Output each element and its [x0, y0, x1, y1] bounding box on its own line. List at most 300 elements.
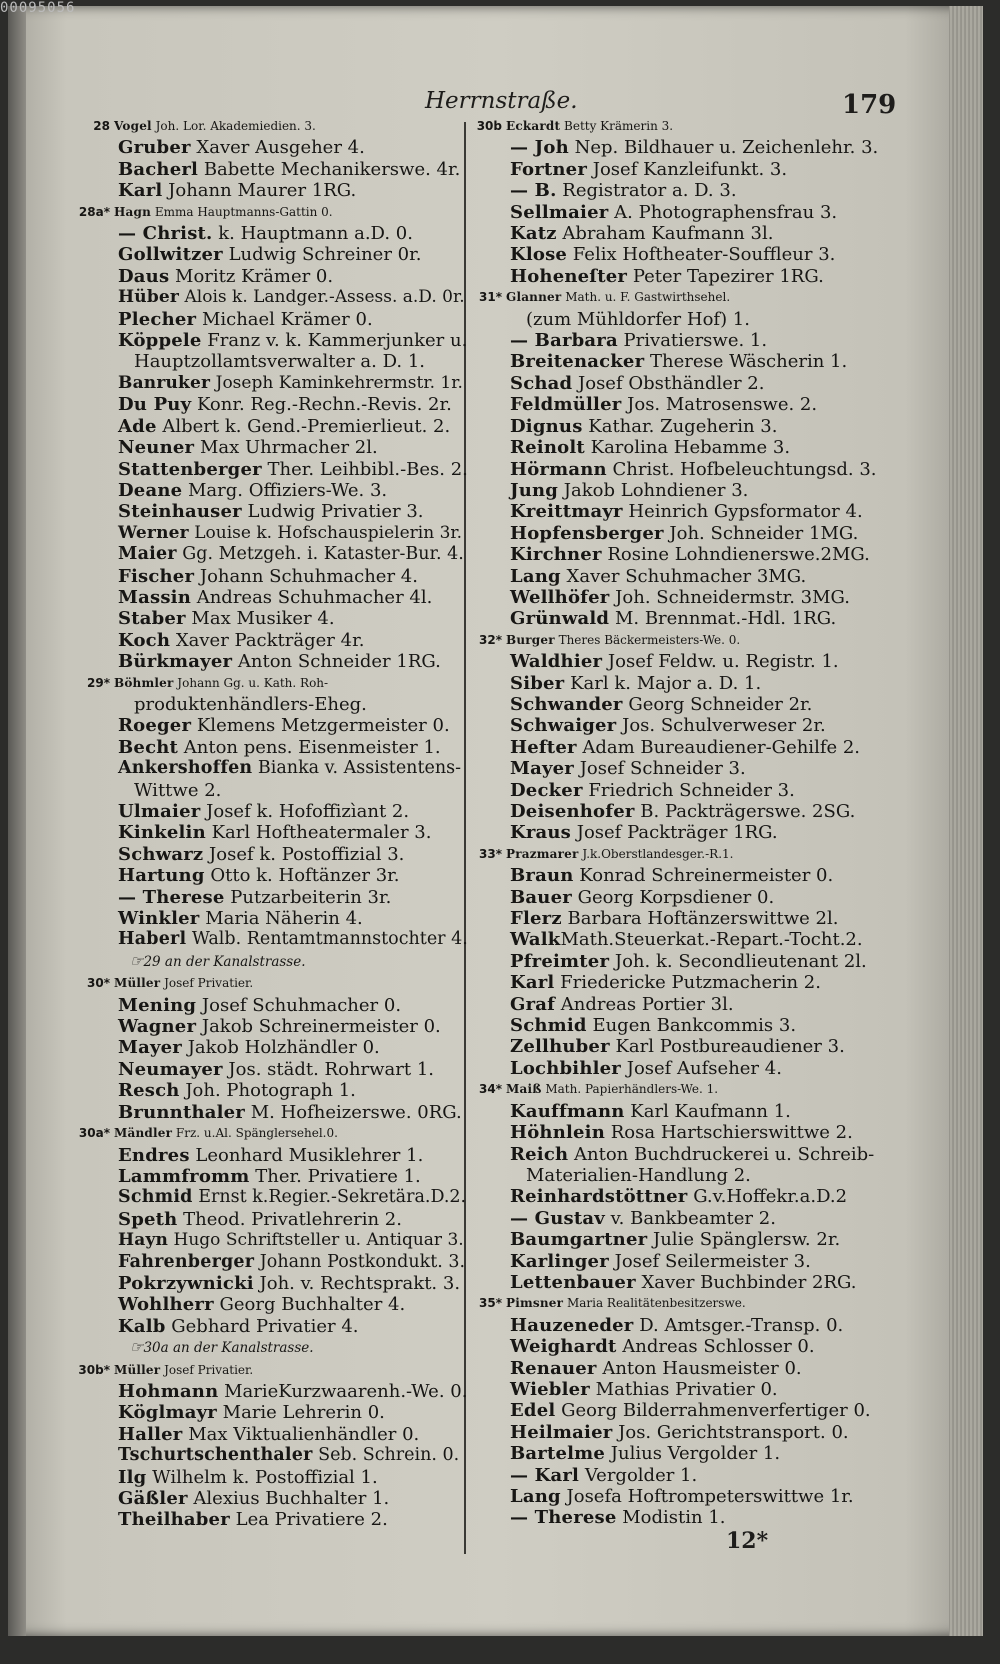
resident-details: Joh. v. Rechtsprakt. 3.	[253, 1272, 461, 1294]
resident-details: Louise k. Hofschauspielerin 3r.	[188, 522, 463, 543]
resident-surname: Höhnlein	[510, 1122, 606, 1144]
directory-entry	[470, 1486, 880, 1507]
resident-surname: Lettenbauer	[510, 1271, 636, 1293]
directory-entry	[470, 1058, 880, 1079]
resident-details: Bianka v. Assistentens-	[252, 758, 461, 779]
directory-entry	[78, 501, 468, 522]
resident-details: Privatierswe. 1.	[617, 330, 768, 352]
resident-surname: — Joh	[510, 137, 569, 159]
pointing-hand-icon: ☞	[130, 951, 144, 970]
directory-entry	[470, 1208, 880, 1229]
resident-details: Betty Krämerin 3.	[560, 119, 674, 133]
resident-surname: Renauer	[510, 1357, 597, 1379]
resident-details: Joh. Lor. Akademiedien. 3.	[151, 119, 316, 133]
resident-surname: Lang	[510, 565, 561, 587]
resident-surname: Eckardt	[506, 119, 561, 133]
directory-entry	[78, 715, 468, 736]
resident-details: Karl Postbureaudiener 3.	[609, 1036, 845, 1058]
sheet-signature: 12*	[726, 1528, 769, 1554]
resident-surname: Fischer	[118, 565, 195, 587]
right-column	[470, 116, 880, 1529]
resident-surname: Köglmayr	[118, 1402, 217, 1424]
resident-details: Theod. Privatlehrerin 2.	[177, 1208, 402, 1230]
directory-entry	[70, 202, 468, 223]
directory-entry	[78, 1467, 468, 1488]
resident-details: Felix Hoftheater-Souffleur 3.	[567, 244, 836, 266]
resident-details: Josef Privatier.	[160, 976, 254, 991]
resident-details: Babette Mechanikerswe. 4r.	[198, 158, 461, 180]
resident-surname: Vogel	[114, 119, 152, 133]
resident-surname: Schmid	[510, 1015, 587, 1037]
resident-surname: Breitenacker	[510, 351, 645, 373]
directory-entry	[78, 1209, 468, 1230]
directory-entry	[470, 715, 880, 736]
directory-entry	[470, 1443, 880, 1464]
resident-surname: Staber	[118, 608, 186, 630]
resident-details: Gg. Metzgeh. i. Kataster-Bur. 4.	[176, 544, 464, 565]
resident-details: Max Viktualienhändler 0.	[182, 1423, 420, 1445]
resident-surname: Hefter	[510, 736, 577, 758]
house-number: 28	[93, 119, 110, 133]
directory-entry	[470, 929, 880, 950]
directory-entry	[70, 1123, 468, 1144]
resident-surname: Roeger	[118, 715, 192, 737]
resident-surname: Hüber	[118, 287, 180, 308]
directory-entry	[470, 523, 880, 544]
resident-surname: Lochbihler	[510, 1057, 621, 1079]
directory-entry	[470, 908, 880, 929]
directory-entry	[78, 1166, 468, 1187]
resident-surname: Deisenhofer	[510, 801, 635, 822]
directory-entry	[78, 737, 468, 758]
directory-entry	[78, 587, 468, 608]
resident-surname: — Karl	[510, 1464, 580, 1486]
resident-surname: Klose	[510, 244, 568, 266]
resident-details: D. Amtsger.-Transp. 0.	[633, 1314, 844, 1336]
house-number: 33*	[479, 846, 502, 861]
resident-details: Konr. Reg.-Rechn.-Revis. 2r.	[191, 394, 452, 416]
resident-details: Heinrich Gypsformator 4.	[622, 501, 863, 523]
resident-details: Jakob Schreinermeister 0.	[196, 1016, 441, 1038]
directory-entry	[470, 822, 880, 843]
resident-details: Josef k. Postoffizial 3.	[203, 843, 405, 865]
note-text: 30a an der Kanalstrasse.	[143, 1340, 314, 1357]
directory-entry	[70, 1360, 468, 1381]
directory-entry	[470, 202, 880, 223]
directory-entry	[470, 180, 880, 201]
resident-surname: Dignus	[510, 415, 583, 437]
directory-entry	[78, 865, 468, 886]
cross-reference-note	[78, 1337, 468, 1359]
resident-details: Josef k. Hofoffizìant 2.	[200, 801, 410, 822]
resident-surname: Schwaiger	[510, 715, 617, 737]
resident-details: Anton Schneider 1RG.	[232, 651, 441, 673]
resident-details: Gebhard Privatier 4.	[165, 1315, 359, 1337]
resident-surname: Tschurtschenthaler	[118, 1445, 313, 1466]
directory-entry	[78, 1445, 468, 1466]
resident-details: Otto k. Hoftänzer 3r.	[204, 865, 400, 887]
resident-surname: Karlinger	[510, 1250, 609, 1272]
resident-details: Ther. Privatiere 1.	[249, 1165, 421, 1187]
pointing-hand-icon: ☞	[130, 1338, 144, 1357]
directory-entry	[78, 309, 468, 330]
resident-surname: — Christ.	[118, 223, 213, 245]
resident-details: Johann Gg. u. Kath. Roh-	[173, 675, 329, 690]
directory-entry	[470, 1186, 880, 1207]
resident-surname: Braun	[510, 865, 574, 887]
directory-entry	[470, 1229, 880, 1250]
resident-surname: Haller	[118, 1423, 183, 1445]
resident-surname: Zellhuber	[510, 1036, 610, 1058]
directory-entry	[470, 437, 880, 458]
resident-surname: Daus	[118, 265, 170, 287]
resident-surname: Schwarz	[118, 843, 204, 865]
resident-surname: Wohlherr	[118, 1294, 214, 1316]
directory-entry	[78, 523, 468, 544]
resident-details: Vergolder 1.	[579, 1464, 698, 1486]
resident-details: Joh. k. Secondlieutenant 2l.	[609, 950, 867, 972]
directory-entry	[470, 159, 880, 180]
resident-details: Jos. städt. Rohrwart 1.	[222, 1058, 435, 1080]
house-number: 28a*	[78, 204, 110, 219]
resident-details: Marg. Offiziers-We. 3.	[182, 479, 388, 501]
directory-entry	[78, 1016, 468, 1037]
resident-surname: Reinhardstöttner	[510, 1186, 688, 1208]
resident-details: Jakob Holzhändler 0.	[181, 1037, 380, 1059]
directory-entry	[470, 1465, 880, 1486]
directory-entry	[470, 608, 880, 629]
resident-details: Jos. Gerichtstransport. 0.	[612, 1421, 849, 1443]
house-number: 32*	[479, 632, 502, 647]
directory-entry	[78, 1509, 468, 1530]
directory-entry	[470, 480, 880, 501]
resident-surname: Ankershoffen	[118, 758, 253, 779]
resident-surname: Mayer	[118, 1037, 182, 1059]
resident-surname: Maier	[118, 544, 177, 565]
resident-details: Ludwig Schreiner 0r.	[222, 244, 422, 266]
directory-entry	[462, 1079, 880, 1100]
directory-entry	[78, 416, 468, 437]
resident-details: Anton Buchdruckerei u. Schreib-	[568, 1143, 875, 1165]
directory-entry	[78, 822, 468, 843]
resident-details: Marie Lehrerin 0.	[216, 1402, 385, 1424]
resident-details: Alexius Buchhalter 1.	[187, 1488, 390, 1509]
directory-entry	[462, 287, 880, 308]
directory-entry	[470, 1101, 880, 1122]
directory-entry	[78, 608, 468, 629]
resident-surname: Katz	[510, 223, 557, 245]
directory-entry	[78, 630, 468, 651]
resident-surname: Stattenberger	[118, 458, 262, 480]
directory-entry	[78, 1424, 468, 1445]
resident-details: Karl Kaufmann 1.	[624, 1100, 791, 1122]
directory-entry	[78, 287, 468, 308]
resident-surname: Banruker	[118, 372, 211, 393]
resident-details: Karl Hoftheatermaler 3.	[205, 822, 432, 844]
directory-entry	[78, 459, 468, 480]
resident-details: Max Musiker 4.	[185, 608, 335, 630]
directory-entry	[78, 544, 468, 565]
resident-surname: Fahrenberger	[118, 1251, 255, 1272]
resident-surname: Hartung	[118, 865, 205, 887]
resident-surname: Graf	[510, 993, 556, 1015]
directory-entry	[470, 351, 880, 372]
resident-surname: Schmid	[118, 1187, 193, 1208]
resident-details: M. Brennmat.-Hdl. 1RG.	[609, 608, 837, 630]
entry-continuation: (zum Mühldorfer Hof) 1.	[526, 308, 750, 330]
directory-entry	[78, 1230, 468, 1251]
note-text: 29 an der Kanalstrasse.	[143, 953, 306, 970]
directory-entry	[470, 887, 880, 908]
directory-entry	[78, 908, 468, 929]
page-binding-shadow	[8, 6, 26, 1636]
directory-entry	[470, 673, 880, 694]
house-number: 29*	[87, 675, 110, 690]
resident-surname: Müller	[114, 1362, 161, 1377]
directory-entry	[470, 737, 880, 758]
directory-entry	[462, 630, 880, 651]
directory-entry	[470, 1144, 880, 1165]
resident-surname: Mändler	[114, 1126, 173, 1141]
resident-details: Joh. Schneider 1MG.	[663, 522, 859, 544]
resident-surname: Fortner	[510, 158, 588, 180]
directory-entry	[78, 480, 468, 501]
resident-details: Georg Buchhalter 4.	[213, 1294, 406, 1316]
resident-surname: Ulmaier	[118, 801, 201, 822]
resident-surname: Glanner	[506, 290, 562, 305]
resident-details: Jakob Lohndiener 3.	[558, 479, 749, 501]
resident-details: Josef Aufseher 4.	[621, 1057, 782, 1079]
resident-details: Jos. Matrosenswe. 2.	[621, 394, 818, 416]
resident-surname: Schad	[510, 372, 573, 394]
resident-surname: Wellhöfer	[510, 586, 610, 608]
house-number: 30a*	[78, 1126, 110, 1141]
resident-surname: Du Puy	[118, 394, 192, 416]
resident-details: Michael Krämer 0.	[196, 308, 373, 330]
house-number: 30b	[476, 119, 502, 133]
resident-surname: Kraus	[510, 822, 572, 844]
directory-entry	[78, 1059, 468, 1080]
page-edge-stack	[949, 6, 983, 1636]
resident-surname: Edel	[510, 1400, 556, 1422]
resident-details: Walb. Rentamtmannstochter 4.	[186, 929, 468, 950]
resident-details: Registrator a. D. 3.	[556, 180, 737, 202]
directory-entry	[470, 501, 880, 522]
street-header: Herrnstraße.	[425, 88, 578, 114]
directory-entry	[470, 266, 880, 287]
directory-entry	[470, 801, 880, 822]
directory-entry	[470, 566, 880, 587]
resident-surname: Bürkmayer	[118, 651, 233, 673]
resident-details: Johann Schuhmacher 4.	[194, 565, 418, 587]
directory-entry	[470, 758, 880, 779]
resident-surname: Burger	[506, 632, 555, 647]
resident-surname: Koch	[118, 629, 171, 651]
resident-details: Julie Spänglersw. 2r.	[647, 1229, 841, 1251]
resident-surname: — Therese	[118, 886, 225, 908]
resident-surname: Sellmaier	[510, 201, 609, 223]
directory-entry	[462, 116, 880, 137]
resident-surname: Resch	[118, 1080, 180, 1102]
resident-surname: Mening	[118, 994, 197, 1016]
resident-surname: Kreittmayr	[510, 501, 623, 523]
directory-entry	[470, 223, 880, 244]
directory-entry	[470, 244, 880, 265]
directory-entry	[470, 587, 880, 608]
resident-surname: Wagner	[118, 1016, 197, 1038]
resident-surname: Endres	[118, 1144, 190, 1166]
resident-surname: Böhmler	[114, 675, 174, 690]
entry-continuation: Materialien-Handlung 2.	[526, 1164, 751, 1186]
resident-surname: Brunnthaler	[118, 1101, 245, 1123]
resident-details: Max Uhrmacher 2l.	[194, 437, 378, 459]
directory-entry	[470, 373, 880, 394]
directory-entry	[470, 459, 880, 480]
resident-surname: Deane	[118, 479, 183, 501]
entry-continuation: Hauptzollamtsverwalter a. D. 1.	[134, 351, 425, 373]
resident-surname: Jung	[510, 479, 559, 501]
resident-surname: Steinhauser	[118, 501, 242, 523]
directory-entry	[470, 694, 880, 715]
resident-details: Ludwig Privatier 3.	[241, 501, 424, 523]
resident-surname: Hagn	[114, 204, 152, 219]
resident-surname: Pfreimter	[510, 950, 610, 972]
resident-details: Alois k. Landger.-Assess. a.D. 0r.	[179, 287, 465, 308]
resident-surname: Ade	[118, 415, 157, 437]
house-number: 35*	[479, 1296, 502, 1311]
resident-details: Math.Steuerkat.-Repart.-Tocht.2.	[560, 929, 863, 951]
resident-surname: — Barbara	[510, 330, 618, 352]
resident-surname: — Gustav	[510, 1207, 605, 1229]
directory-entry	[470, 394, 880, 415]
directory-entry	[470, 780, 880, 801]
directory-entry	[78, 1402, 468, 1423]
directory-entry	[470, 1315, 880, 1336]
directory-entry	[470, 330, 880, 351]
resident-surname: Neuner	[118, 437, 195, 459]
house-number: 34*	[479, 1082, 502, 1097]
resident-surname: Hoheneſter	[510, 265, 628, 287]
directory-entry	[470, 1379, 880, 1400]
directory-entry	[78, 1316, 468, 1337]
resident-details: MarieKurzwaarenh.-We. 0.	[218, 1380, 468, 1402]
directory-entry	[78, 1080, 468, 1101]
resident-details: Hugo Schriftsteller u. Antiquar 3.	[168, 1230, 464, 1251]
directory-entry	[78, 159, 468, 180]
resident-details: Karolina Hebamme 3.	[584, 437, 791, 459]
resident-details: Maria Näherin 4.	[199, 908, 363, 930]
house-number: 31*	[479, 290, 502, 305]
directory-entry	[78, 1252, 468, 1273]
resident-surname: Köppele	[118, 330, 202, 352]
resident-details: Anton Hausmeister 0.	[596, 1357, 802, 1379]
resident-details: Rosa Hartschierswittwe 2.	[605, 1122, 853, 1144]
resident-surname: Karl	[510, 972, 555, 994]
resident-surname: Gollwitzer	[118, 244, 223, 266]
resident-details: Josef Privatier.	[160, 1362, 254, 1377]
directory-entry	[462, 844, 880, 865]
directory-entry	[78, 566, 468, 587]
directory-entry	[78, 887, 468, 908]
resident-surname: Flerz	[510, 908, 562, 930]
resident-surname: Decker	[510, 779, 583, 801]
resident-surname: Lammfromm	[118, 1165, 250, 1187]
house-number: 30*	[87, 976, 110, 991]
resident-details: Nep. Bildhauer u. Zeichenlehr. 3.	[568, 137, 879, 159]
resident-details: Jos. Schulverweser 2r.	[616, 715, 826, 737]
resident-surname: Hohmann	[118, 1380, 219, 1402]
directory-entry	[470, 1122, 880, 1143]
resident-surname: Heilmaier	[510, 1421, 613, 1443]
resident-surname: Feldmüller	[510, 394, 622, 416]
cross-reference-note	[78, 951, 468, 973]
resident-surname: — B.	[510, 180, 557, 202]
resident-details: Josef Kanzleifunkt. 3.	[587, 158, 788, 180]
resident-surname: Becht	[118, 736, 179, 758]
directory-entry	[78, 180, 468, 201]
directory-entry	[70, 673, 468, 694]
resident-details: Georg Schneider 2r.	[622, 693, 813, 715]
resident-surname: Werner	[118, 522, 189, 543]
resident-details: Josef Obsthändler 2.	[572, 372, 765, 394]
directory-entry	[78, 223, 468, 244]
resident-surname: Waldhier	[510, 651, 603, 673]
resident-surname: Reinolt	[510, 437, 585, 459]
resident-surname: Kinkelin	[118, 822, 206, 844]
entry-continuation: produktenhändlers-Eheg.	[134, 693, 367, 715]
directory-entry	[78, 330, 468, 351]
resident-details: Ther. Leihbibl.-Bes. 2.	[261, 458, 468, 480]
resident-surname: Prazmarer	[506, 846, 579, 861]
resident-surname: Speth	[118, 1208, 178, 1230]
directory-entry	[470, 1251, 880, 1272]
resident-surname: Siber	[510, 672, 565, 694]
resident-details: Maria Realitätenbesitzerswe.	[563, 1296, 746, 1311]
resident-details: B. Packträgerswe. 2SG.	[634, 801, 856, 822]
resident-details: Klemens Metzgermeister 0.	[191, 715, 450, 737]
directory-entry	[470, 1422, 880, 1443]
resident-details: Josef Packträger 1RG.	[571, 822, 778, 844]
resident-details: Theres Bäckermeisters-We. 0.	[554, 632, 741, 647]
resident-details: Albert k. Gend.-Premierlieut. 2.	[156, 415, 451, 437]
resident-surname: Kirchner	[510, 544, 602, 566]
directory-entry	[470, 651, 880, 672]
directory-entry	[78, 801, 468, 822]
resident-details: Barbara Hoftänzerswittwe 2l.	[561, 908, 839, 930]
resident-details: Friedericke Putzmacherin 2.	[554, 972, 821, 994]
resident-details: Wilhelm k. Postoffizial 1.	[146, 1466, 378, 1488]
resident-surname: Massin	[118, 586, 191, 608]
directory-entry	[470, 1272, 880, 1293]
directory-entry	[470, 1400, 880, 1421]
resident-details: Joh. Schneidermstr. 3MG.	[609, 586, 851, 608]
resident-surname: Bacherl	[118, 158, 199, 180]
resident-surname: Reich	[510, 1143, 569, 1165]
directory-entry	[78, 929, 468, 950]
directory-entry	[78, 137, 468, 158]
resident-surname: Weighardt	[510, 1336, 617, 1358]
resident-details: Putzarbeiterin 3r.	[224, 886, 392, 908]
directory-entry	[78, 1273, 468, 1294]
resident-surname: Walk	[510, 929, 561, 951]
resident-surname: Haberl	[118, 929, 187, 950]
resident-details: Josef Schneider 3.	[573, 758, 746, 780]
directory-entry	[470, 1358, 880, 1379]
resident-surname: Hauzeneder	[510, 1314, 634, 1336]
directory-entry	[78, 1187, 468, 1208]
resident-details: Andreas Schuhmacher 4l.	[190, 586, 433, 608]
directory-entry	[70, 116, 468, 137]
